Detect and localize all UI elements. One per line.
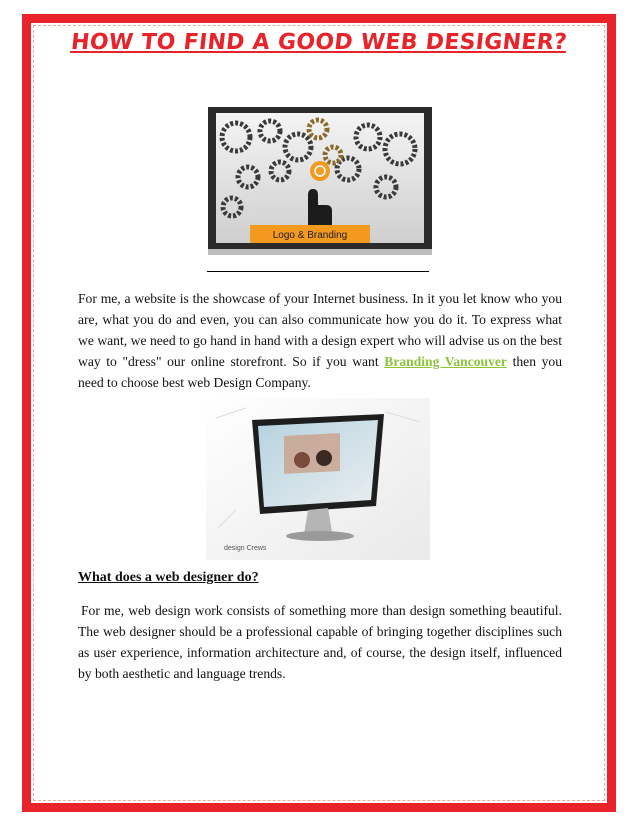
body-paragraph: For me, web design work consists of something more than design something beautiful. The web designer should be a professional capable of bringing together disciplines such as user experience, information architecture and, of course, the design itself, influenced by both aesthetic and language trends. [78,603,562,681]
section-heading: What does a web designer do? [78,570,259,585]
desktop-monitor-icon [206,398,430,560]
intro-text: For me, a website is the showcase of your Internet business. In it you let know who you are, what you do and even, you can also communicate how you do it. To express what we want, we need to go hand in hand with a design expert who will advise us on the best way to "dress" our online storefront. So if you want [78,291,562,369]
intro-text-end: then you need to choose best web Design Company. [78,354,562,390]
page-title: HOW TO FIND A GOOD WEB DESIGNER? [69,30,569,55]
branding-vancouver-link[interactable]: Branding Vancouver [384,354,507,369]
banner-text: Logo & Branding [272,230,348,241]
logo-branding-illustration-icon [208,107,432,259]
design-crews-logo: design Crews [224,545,267,552]
divider-line [207,271,429,272]
intro-paragraph [78,288,562,393]
